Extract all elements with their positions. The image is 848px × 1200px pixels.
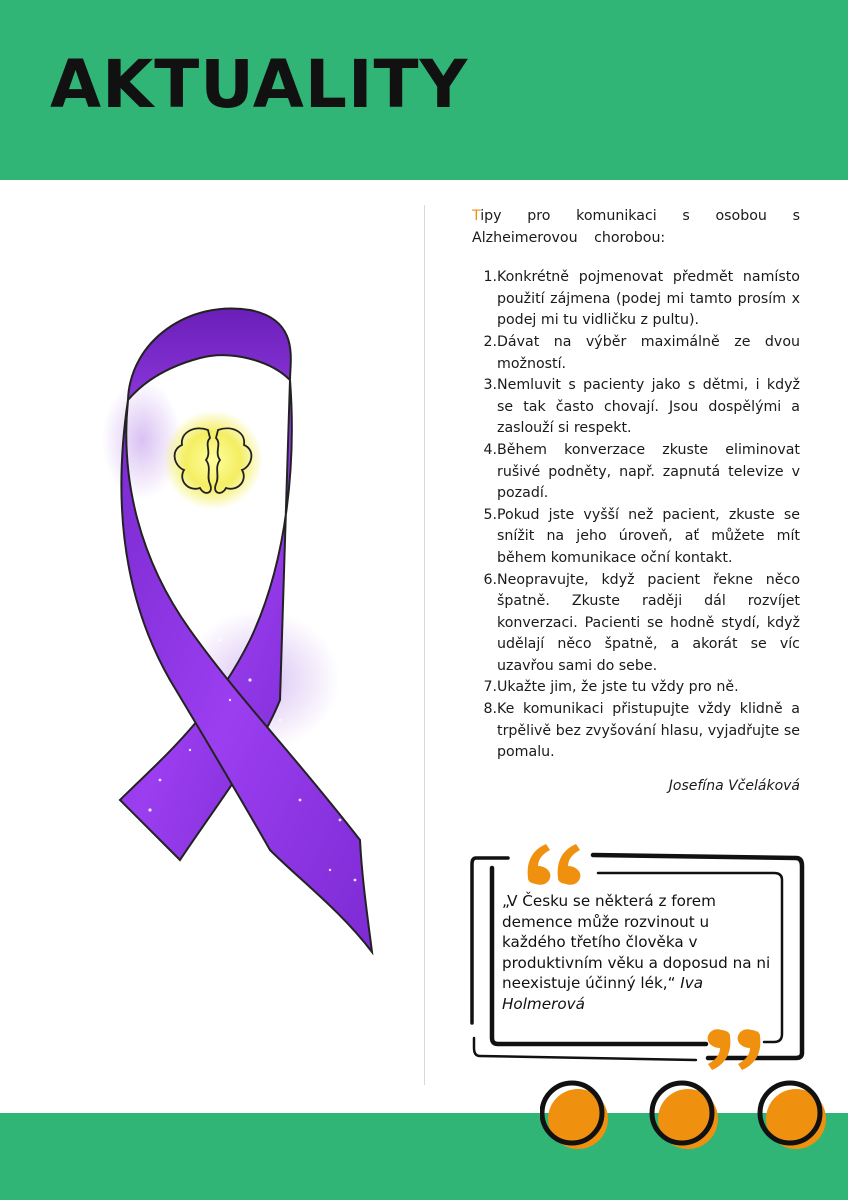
tip-number: 4. xyxy=(483,441,497,458)
tip-item xyxy=(472,332,800,375)
closing-quote-icon xyxy=(708,1029,761,1070)
decorative-circles xyxy=(540,1075,840,1155)
tip-text: Nemluvit s pacienty jako s dětmi, i když se tak často chovají. Jsou dospělými a zaslouží si respekt. xyxy=(497,377,800,437)
tips-list xyxy=(472,267,800,764)
tip-number: 6. xyxy=(483,571,497,588)
quote-text xyxy=(502,891,772,1014)
quote-body: „V Česku se některá z forem demence může rozvinout u každého třetího člověka v produktivním věku a doposud na ni neexistuje účinný lék,“ xyxy=(502,892,771,992)
tip-item xyxy=(472,677,800,699)
tip-item xyxy=(472,570,800,678)
article-intro xyxy=(472,206,800,249)
quote-attribution: Iva Holmerová xyxy=(502,974,704,1013)
tip-text: Pokud jste vyšší než pacient, zkuste se snížit na jeho úroveň, ať můžete mít během komunikace oční kontakt. xyxy=(497,506,800,566)
tip-item xyxy=(472,699,800,764)
tip-item xyxy=(472,440,800,505)
page-title: AKTUALITY xyxy=(50,46,469,123)
opening-quote-icon xyxy=(528,844,581,885)
column-divider xyxy=(424,205,425,1085)
article-body xyxy=(472,206,800,797)
tip-text: Ukažte jim, že jste tu vždy pro ně. xyxy=(497,679,739,696)
alzheimer-ribbon-illustration xyxy=(100,280,400,960)
tip-number: 8. xyxy=(483,701,497,718)
circle-decoration-2 xyxy=(652,1083,718,1149)
circle-decoration-3 xyxy=(760,1083,826,1149)
tip-text: Dávat na výběr maximálně ze dvou možností. xyxy=(497,333,800,372)
tip-text: Ke komunikaci přistupujte vždy klidně a trpělivě bez zvyšování hlasu, vyjadřujte se pomalu. xyxy=(497,701,800,761)
tip-item xyxy=(472,505,800,570)
intro-text: ipy pro komunikaci s osobou s Alzheimerovou chorobou: xyxy=(472,208,800,246)
circle-decoration-1 xyxy=(542,1083,608,1149)
intro-first-letter: T xyxy=(472,208,481,224)
tip-number: 7. xyxy=(483,679,497,696)
tip-text: Konkrétně pojmenovat předmět namísto použití zájmena (podej mi tamto prosím x podej mi tu vidličku z pultu). xyxy=(497,269,800,329)
tip-number: 2. xyxy=(483,333,497,350)
article-author: Josefína Včeláková xyxy=(668,777,800,794)
tip-number: 1. xyxy=(483,269,497,286)
tip-number: 3. xyxy=(483,377,497,394)
tip-text: Neopravujte, když pacient řekne něco špatně. Zkuste raději dál rozvíjet konverzaci. Pacienti se hodně stydí, když udělají něco špatně, a akorát se víc uzavřou sami do sebe. xyxy=(497,571,800,674)
tip-item xyxy=(472,375,800,440)
tip-text: Během konverzace zkuste eliminovat rušivé podněty, např. zapnutá televize v pozadí. xyxy=(497,441,800,502)
tip-item xyxy=(472,267,800,332)
tip-number: 5. xyxy=(483,506,497,523)
